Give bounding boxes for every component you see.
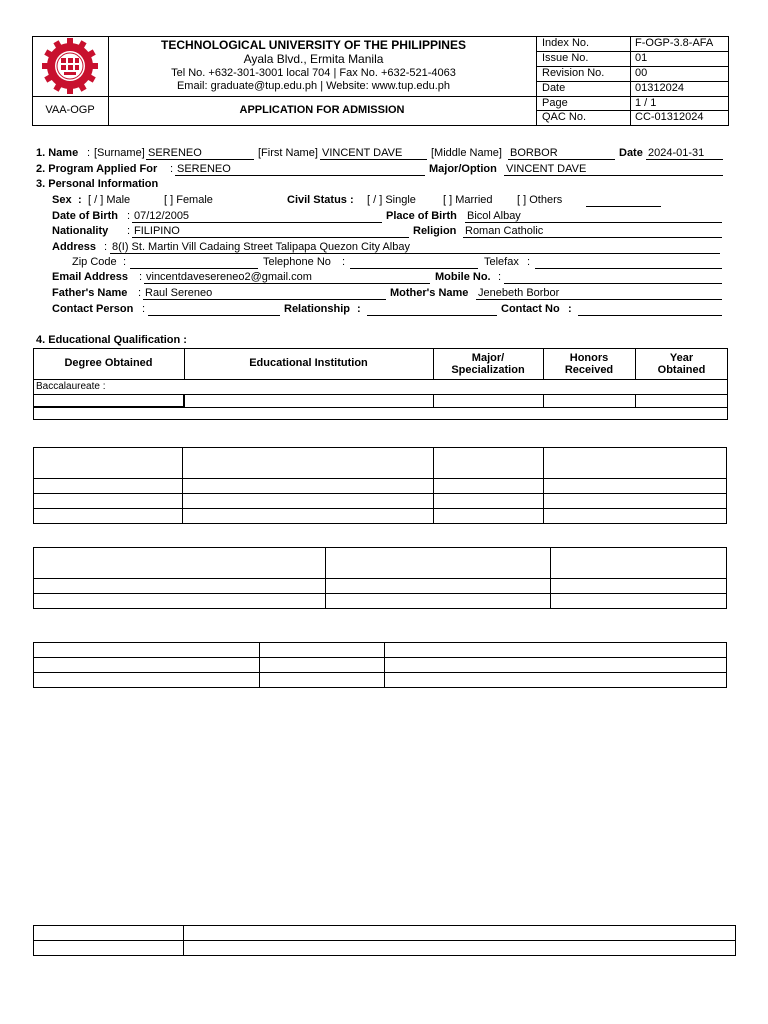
zip-code-field[interactable] [130, 256, 258, 269]
meta-label: Revision No. [542, 67, 605, 79]
dob-field[interactable]: 07/12/2005 [132, 210, 382, 223]
mobile-colon: : [498, 271, 502, 283]
date-label: Date [619, 147, 643, 159]
zip-code-label: Zip Code [72, 256, 117, 268]
telephone-field[interactable] [350, 256, 478, 269]
civil-status-label: Civil Status : [287, 194, 354, 206]
selected-row-border [33, 394, 185, 407]
civil-others-option[interactable]: [ ] Others [517, 194, 563, 206]
table-row-line [33, 407, 728, 408]
table-col-line [259, 642, 260, 688]
table-2 [33, 447, 727, 524]
address-field[interactable]: 8(I) St. Martin Vill Cadaing Street Talipapa Quezon City Albay [110, 241, 720, 254]
table-col-line [543, 447, 544, 524]
surname-label: [Surname] [94, 147, 145, 159]
nationality-field[interactable]: FILIPINO [132, 225, 409, 238]
table-col-line [543, 394, 544, 407]
table-row-line [33, 940, 736, 941]
contact-no-field[interactable] [578, 303, 722, 316]
date-field[interactable]: 2024-01-31 [646, 147, 723, 160]
meta-value: 00 [635, 67, 648, 79]
university-address: Ayala Blvd., Ermita Manila [243, 52, 384, 66]
university-name: TECHNOLOGICAL UNIVERSITY OF THE PHILIPPINES [161, 38, 466, 52]
table-row-line [33, 379, 728, 380]
mother-name-label: Mother's Name [390, 287, 469, 299]
university-phones: Tel No. +632-301-3001 local 704 | Fax No. +632-521-4063 [171, 67, 456, 79]
table-row-line [33, 508, 727, 509]
civil-single-option[interactable]: [ / ] Single [367, 194, 416, 206]
table-row-line [33, 578, 727, 579]
major-option-label: Major/Option [429, 163, 497, 175]
nationality-colon: : [127, 225, 131, 237]
table-col-line [384, 642, 385, 688]
meta-label: Index No. [542, 37, 590, 49]
telefax-label: Telefax [484, 256, 519, 268]
header-year-obtained: Year Obtained [657, 352, 706, 376]
pob-label: Place of Birth [386, 210, 457, 222]
first-name-field[interactable]: VINCENT DAVE [320, 147, 427, 160]
table-row-line [33, 478, 727, 479]
table-col-line [433, 394, 434, 407]
dob-colon: : [127, 210, 131, 222]
contact-person-label: Contact Person [52, 303, 134, 315]
header-educational-institution: Educational Institution [249, 357, 368, 369]
telefax-field[interactable] [535, 256, 722, 269]
program-label: 2. Program Applied For [36, 163, 158, 175]
header-midline [32, 96, 537, 97]
father-name-label: Father's Name [52, 287, 128, 299]
meta-value: CC-01312024 [635, 111, 704, 123]
university-contact: Email: graduate@tup.edu.ph | Website: www.tup.edu.ph [176, 80, 451, 92]
surname-field[interactable]: SERENEO [146, 147, 254, 160]
relationship-colon: : [357, 303, 361, 315]
sex-colon: : [78, 194, 82, 206]
header-honors-received: Honors Received [564, 352, 614, 376]
address-colon: : [104, 241, 108, 253]
relationship-label: Relationship [284, 303, 351, 315]
civil-others-field[interactable] [586, 194, 661, 207]
relationship-field[interactable] [367, 303, 497, 316]
address-label: Address [52, 241, 97, 253]
program-field[interactable]: SERENEO [175, 163, 425, 176]
table-4 [33, 642, 727, 688]
pob-field[interactable]: Bicol Albay [465, 210, 722, 223]
contact-person-field[interactable] [148, 303, 280, 316]
table-row-line [33, 493, 727, 494]
dob-label: Date of Birth [52, 210, 118, 222]
name-label: 1. Name [36, 147, 79, 159]
office-code: VAA-OGP [45, 104, 95, 116]
meta-label: QAC No. [542, 111, 587, 123]
first-name-label: [First Name] [258, 147, 318, 159]
meta-value: 01 [635, 52, 648, 64]
table-row-line [33, 672, 727, 673]
email-field[interactable]: vincentdavesereneo2@gmail.com [144, 271, 430, 284]
meta-value: F-OGP-3.8-AFA [635, 37, 714, 49]
program-colon: : [170, 163, 174, 175]
middle-name-field[interactable]: BORBOR [508, 147, 615, 160]
table-row-line [33, 593, 727, 594]
mobile-field[interactable] [504, 271, 722, 284]
table-col-line [182, 447, 183, 524]
table-col-line [433, 447, 434, 524]
personal-info-label: 3. Personal Information [36, 178, 159, 190]
sex-male-option[interactable]: [ / ] Male [88, 194, 131, 206]
nationality-label: Nationality [52, 225, 109, 237]
contact-no-colon: : [568, 303, 572, 315]
table-col-line [635, 394, 636, 407]
mother-name-field[interactable]: Jenebeth Borbor [476, 287, 722, 300]
religion-field[interactable]: Roman Catholic [463, 225, 722, 238]
name-colon: : [87, 147, 91, 159]
civil-married-option[interactable]: [ ] Married [443, 194, 493, 206]
university-seal-logo [36, 38, 104, 94]
meta-value: 01312024 [635, 82, 684, 94]
meta-label: Date [542, 82, 566, 94]
zip-code-colon: : [123, 256, 127, 268]
email-colon: : [139, 271, 143, 283]
form-title: APPLICATION FOR ADMISSION [239, 104, 405, 116]
meta-label: Page [542, 97, 568, 109]
educational-qualification-label: 4. Educational Qualification : [36, 334, 187, 346]
father-name-field[interactable]: Raul Sereneo [143, 287, 386, 300]
meta-value: 1 / 1 [635, 97, 657, 109]
religion-label: Religion [413, 225, 457, 237]
contact-no-label: Contact No [501, 303, 560, 315]
header-major-specialization: Major/ Specialization [451, 352, 525, 376]
major-option-field[interactable]: VINCENT DAVE [504, 163, 723, 176]
header-degree-obtained: Degree Obtained [64, 357, 153, 369]
telephone-label: Telephone No [263, 256, 331, 268]
sex-female-option[interactable]: [ ] Female [164, 194, 213, 206]
contact-person-colon: : [142, 303, 146, 315]
father-name-colon: : [138, 287, 142, 299]
sex-label: Sex [52, 194, 72, 206]
mobile-label: Mobile No. [435, 271, 491, 283]
baccalaureate-label: Baccalaureate : [36, 381, 106, 392]
table-row-line [33, 657, 727, 658]
meta-label: Issue No. [542, 52, 589, 64]
telefax-colon: : [527, 256, 531, 268]
middle-name-label: [Middle Name] [431, 147, 502, 159]
email-label: Email Address [52, 271, 129, 283]
telephone-colon: : [342, 256, 346, 268]
